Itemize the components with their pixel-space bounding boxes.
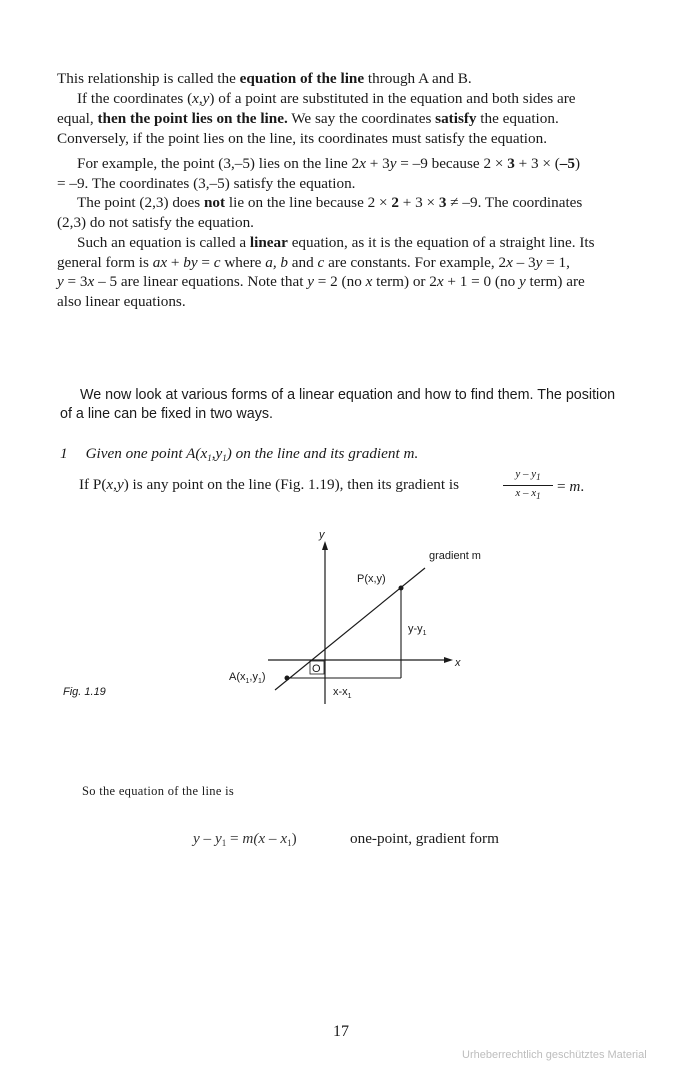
para4-line4: also linear equations. [57, 293, 186, 310]
para5-line2: of a line can be fixed in two ways. [60, 406, 273, 422]
para2-line1: For example, the point (3,–5) lies on the line 2x + 3y = –9 because 2 × 3 + 3 × (–5) [77, 155, 581, 172]
conclusion-text: So the equation of the line is [82, 784, 235, 798]
section-body: If P(x,y) is any point on the line (Fig. 1.19), then its gradient is [79, 476, 460, 493]
para1-line1: This relationship is called the equation of the line through A and B. [57, 70, 472, 87]
x-axis-label: x [455, 657, 461, 669]
para5-line1: We now look at various forms of a linear equation and how to find them. The position [80, 387, 616, 403]
fraction-denominator: x – $x_1$ [515, 487, 541, 501]
x-axis-arrow [444, 657, 453, 663]
para4-line1: Such an equation is called a linear equation, as it is the equation of a straight line. Its [77, 234, 595, 251]
fraction-result: = m. [557, 478, 585, 495]
form-name: one-point, gradient form [350, 830, 499, 847]
para1-line4: Conversely, if the point lies on the line, its coordinates must satisfy the equation. [57, 130, 547, 147]
rise-label: $y-y_1$ [408, 623, 427, 637]
y-axis-label: y [319, 529, 325, 541]
p-label: P(x,y) [357, 573, 386, 585]
figure-1-19 [0, 520, 685, 760]
para2-line2: = –9. The coordinates (3,–5) satisfy the equation. [57, 175, 356, 192]
run-label: $x-x_1$ [333, 686, 352, 700]
figure-caption: Fig. 1.19 [63, 686, 106, 698]
para4-line2: general form is ax + by = c where a, b and c are constants. For example, 2x – 3y = 1, [57, 254, 570, 271]
para3-line2: (2,3) do not satisfy the equation. [57, 214, 254, 231]
section-number: 1 [60, 445, 68, 462]
fraction-bar [503, 485, 553, 486]
para4-line3: y = 3x – 5 are linear equations. Note that y = 2 (no x term) or 2x + 1 = 0 (no y term) are [57, 273, 585, 290]
point-a [285, 676, 290, 681]
page-number: 17 [333, 1023, 349, 1040]
a-label: $A(x_1,y_1)$ [229, 671, 266, 685]
y-axis-arrow [322, 541, 328, 550]
point-p [399, 586, 404, 591]
para3-line1: The point (2,3) does not lie on the line because 2 × 2 + 3 × 3 ≠ –9. The coordinates [77, 194, 583, 211]
one-point-equation: $y - y_1 = m(x - x_1)$ [193, 830, 297, 848]
fraction-numerator: y – $y_1$ [515, 468, 541, 482]
section-heading: 1 Given one point $A(x_1,y_1)$ on the line and its gradient m. [60, 445, 419, 463]
para1-line3: equal, then the point lies on the line. We say the coordinates satisfy the equation. [57, 110, 559, 127]
gradient-label: gradient m [429, 550, 481, 562]
origin-label: O [312, 663, 321, 675]
para1-line2: If the coordinates (x,y) of a point are substituted in the equation and both sides are [77, 90, 576, 107]
copyright-watermark: Urheberrechtlich geschütztes Material [462, 1049, 647, 1061]
